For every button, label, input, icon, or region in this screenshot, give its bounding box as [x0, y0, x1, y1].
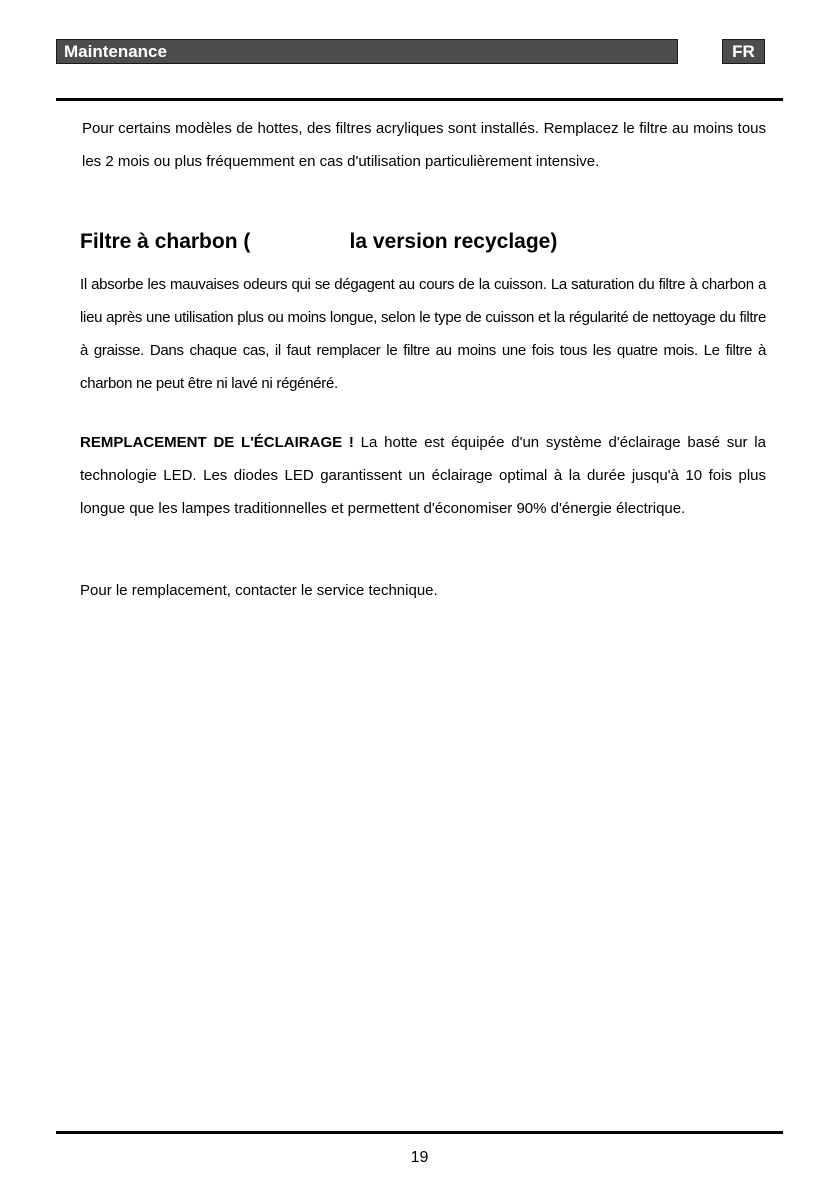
lighting-paragraph — [80, 426, 766, 525]
section-header-bar — [56, 39, 678, 64]
charcoal-filter-paragraph: Il absorbe les mauvaises odeurs qui se dégagent au cours de la cuisson. La saturation du filtre à charbon a lieu après une utilisation plus ou moins longue, selon le type de cuisson et la régularité de nettoyage du filtre à graisse. Dans chaque cas, il faut remplacer le filtre au moins une fois tous les quatre mois. Le filtre à charbon ne peut être ni lavé ni régénéré. — [80, 276, 766, 392]
section-title: Maintenance — [64, 42, 167, 61]
footer-divider — [56, 1131, 783, 1134]
lighting-text: La hotte est équipée d'un système d'éclairage basé sur la technologie LED. Les diodes LED garantissent un éclairage optimal à la durée jusqu'à 10 fois plus longue que les lampes traditionnelles et permettent d'économiser 90% d'énergie électrique. — [80, 434, 766, 517]
language-badge: FR — [722, 39, 765, 64]
heading-end: la version recyclage) — [349, 230, 558, 253]
lighting-label: REMPLACEMENT DE L'ÉCLAIRAGE ! — [80, 434, 354, 451]
page-number: 19 — [410, 1149, 429, 1166]
intro-paragraph: Pour certains modèles de hottes, des filtres acryliques sont installés. Remplacez le filtre au moins tous les 2 mois ou plus fréquemment en cas d'utilisation particulièrement intensive. — [82, 120, 766, 170]
replacement-note: Pour le remplacement, contacter le service technique. — [80, 582, 438, 599]
heading-start: Filtre à charbon ( — [80, 230, 251, 253]
header-divider — [56, 98, 783, 101]
charcoal-filter-heading — [80, 230, 557, 254]
